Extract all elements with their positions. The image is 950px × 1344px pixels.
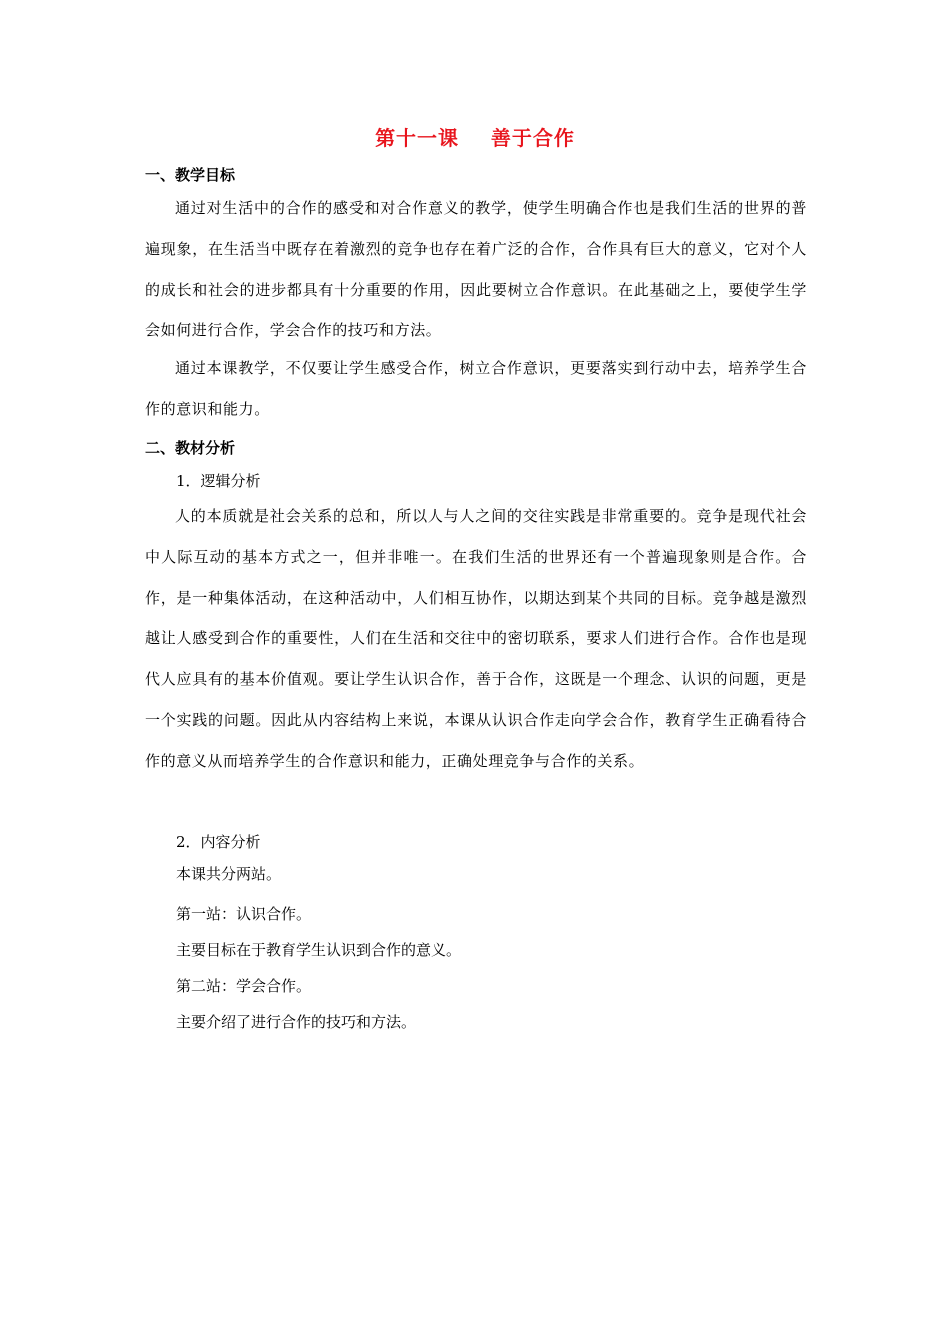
paragraph-teaching-goals-2: 通过本课教学，不仅要让学生感受合作，树立合作意识，更要落实到行动中去，培养学生合作的意识和能力。 [145, 359, 807, 418]
content-line-station-one-goal: 主要目标在于教育学生认识到合作的意义。 [176, 941, 462, 959]
content-line-station-two: 第二站：学会合作。 [176, 977, 312, 995]
paragraph-teaching-goals-1: 通过对生活中的合作的感受和对合作意义的教学，使学生明确合作也是我们生活的世界的普遍现象，在生活当中既存在着激烈的竞争也存在着广泛的合作，合作具有巨大的意义，它对个人的成长和社会的进步都具有十分重要的作用，因此要树立合作意识。在此基础之上，要使学生学会如何进行合作，学会合作的技巧和方法。 [145, 199, 807, 340]
paragraph-logic-analysis: 人的本质就是社会关系的总和，所以人与人之间的交往实践是非常重要的。竞争是现代社会中人际互动的基本方式之一，但并非唯一。在我们生活的世界还有一个普遍现象则是合作。合作，是一种集体活动，在这种活动中，人们相互协作，以期达到某个共同的目标。竞争越是激烈越让人感受到合作的重要性，人们在生活和交往中的密切联系，要求人们进行合作。合作也是现代人应具有的基本价值观。要让学生认识合作，善于合作，这既是一个理念、认识的问题，更是一个实践的问题。因此从内容结构上来说，本课从认识合作走向学会合作，教育学生正确看待合作的意义从而培养学生的合作意识和能力，正确处理竞争与合作的关系。 [145, 507, 807, 770]
content-line-overview: 本课共分两站。 [176, 865, 282, 883]
lesson-title: 第十一课 善于合作 [375, 126, 575, 150]
content-line-station-two-goal: 主要介绍了进行合作的技巧和方法。 [176, 1013, 417, 1031]
section-heading-material-analysis: 二、教材分析 [145, 439, 236, 457]
section-heading-teaching-goals: 一、教学目标 [145, 166, 236, 184]
content-line-station-one: 第一站：认识合作。 [176, 905, 312, 923]
subheading-logic-analysis: 1．逻辑分析 [176, 472, 261, 490]
subheading-content-analysis: 2．内容分析 [176, 833, 261, 851]
